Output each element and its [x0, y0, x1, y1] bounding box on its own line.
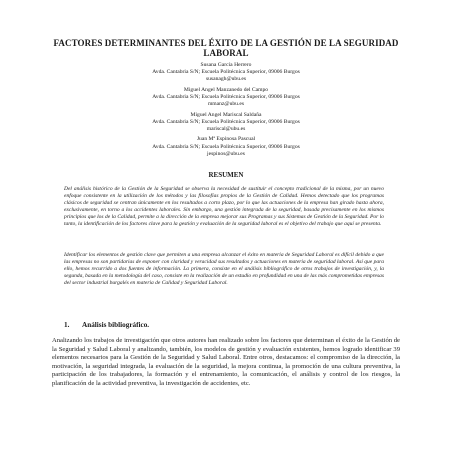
- author-affiliation: Avda. Cantabria S/N; Escuela Politécnica Superior, 09006 Burgos: [152, 94, 300, 100]
- author-email: mariscal@ubu.es: [206, 126, 246, 132]
- author-email: susanagh@ubu.es: [205, 76, 247, 83]
- author-entry: [80, 112, 372, 134]
- author-name: Susana García Herrero: [200, 62, 252, 68]
- section-title: Análisis bibliográfico.: [82, 321, 150, 329]
- author-entry: [80, 62, 372, 84]
- abstract-paragraph: Del análisis histórico de la Gestión de la Seguridad se observa la necesidad de sustituir el concepto tradicional de la misma, por un nuevo enfoque consistente en la utilización de los métodos y las filosofías propios de la Gestión de Calidad. Hemos detectado que los programas clásicos de seguridad se centran únicamente en los resultados a corto plazo, por lo que las actuaciones de la empresa han girado hasta ahora, exclusivamente, en torno a los accidentes laborales. Sin embargo, una gestión integrada de la seguridad, basada precisamente en los mismos principios que los de la Calidad, permite a la dirección de la empresa mejorar sus Programas y sus Sistemas de Gestión de la Seguridad. Por lo tanto, la identificación de los factores clave para la gestión y evaluación de la seguridad laboral es el objetivo del trabajo que aquí se presenta.: [64, 186, 384, 228]
- author-entry: [80, 87, 372, 109]
- body-paragraph: Analizando los trabajos de investigación que otros autores han realizado sobre los factores que determinan el éxito de la Gestión de la Seguridad y Salud Laboral y analizando, también, los modelos de gestión y evaluación existentes, hemos logrado identificar 39 elementos necesarios para la Gestión de la Seguridad y Salud Laboral. Entre otros, destacamos: el compromiso de la dirección, la motivación, la seguridad integrada, la evaluación de la seguridad, la mejora continua, la promoción de una cultura preventiva, la participación de los trabajadores, la formación y el entrenamiento, la comunicación, el análisis y control de los riesgos, la planificación de la actividad preventiva, la investigación de accidentes, etc.: [52, 337, 400, 387]
- author-affiliation: Avda. Cantabria S/N; Escuela Politécnica Superior, 09006 Burgos: [152, 118, 300, 125]
- abstract-paragraph: Identificar los elementos de gestión clave que permiten a una empresa alcanzar el éxito en materia de Seguridad Laboral es difícil debido a que las empresas no son partidarias de exponer con claridad y veracidad sus resultados y actuaciones en materia de seguridad laboral. Así que para ello, hemos recurrido a dos fuentes de información. La primera, consiste en el análisis bibliográfico de otros trabajos de investigación, y, la segunda, basada en la metodología del caso, consiste en la realización de un estudio en profundidad en una de las más comprometidas empresas del sector industrial burgalés en materia de Calidad y Seguridad Laboral.: [64, 252, 384, 287]
- paper-title: FACTORES DETERMINANTES DEL ÉXITO DE LA GESTIÓN DE LA SEGURIDAD LABORAL: [53, 38, 399, 58]
- section-heading: [64, 321, 149, 329]
- author-name: Miguel Angel Manzanedo del Campo: [183, 86, 269, 93]
- abstract-heading: RESUMEN: [208, 171, 244, 179]
- author-affiliation: Avda. Cantabria S/N; Escuela Politécnica Superior, 09006 Burgos: [152, 143, 300, 150]
- section-number: 1.: [64, 321, 70, 329]
- author-affiliation: Avda. Cantabria S/N; Escuela Politécnica Superior, 09006 Burgos: [152, 69, 300, 76]
- author-name: Juan Mª Espinosa Pascual: [196, 136, 256, 143]
- author-entry: [80, 136, 372, 158]
- author-name: Miguel Angel Mariscal Saldaña: [190, 111, 262, 118]
- author-email: jespinos@ubu.es: [207, 150, 245, 157]
- author-block: [80, 62, 372, 161]
- author-email: mmanz@ubu.es: [207, 101, 245, 108]
